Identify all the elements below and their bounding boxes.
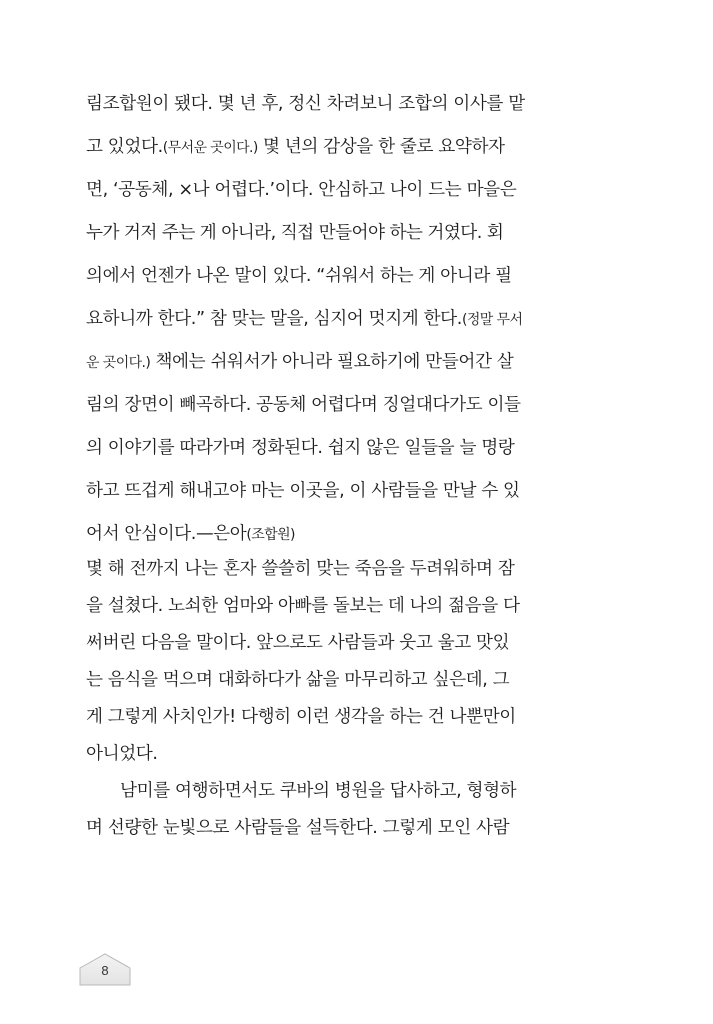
text-line: 하고 뜨겁게 해내고야 마는 이곳을, 이 사람들을 만날 수 있: [86, 481, 520, 501]
aside-note: (정말 무서: [461, 312, 523, 328]
text-line: 요하니까 한다.” 참 맞는 말을, 심지어 멋지게 한다.(정말 무서: [86, 309, 523, 329]
aside-note: 운 곳이다.): [86, 355, 151, 371]
text-line: 고 있었다.(무서운 곳이다.) 몇 년의 감상을 한 줄로 요약하자: [86, 137, 505, 157]
text-line: 며 선량한 눈빛으로 사람들을 설득한다. 그렇게 모인 사람: [86, 818, 510, 838]
page-number-badge: [79, 952, 131, 986]
text-line: 몇 해 전까지 나는 혼자 쓸쓸히 맞는 죽음을 두려워하며 잠: [86, 559, 515, 579]
text-line: 림의 장면이 빼곡하다. 공동체 어렵다며 징얼대다가도 이들: [86, 395, 521, 415]
text-line: 써버린 다음을 말이다. 앞으로도 사람들과 웃고 울고 맛있: [86, 633, 510, 653]
text-line: 어서 안심이다.—은아(조합원): [86, 524, 295, 544]
text-line: 는 음식을 먹으며 대화하다가 삶을 마무리하고 싶은데, 그: [86, 670, 510, 690]
text-line: 림조합원이 됐다. 몇 년 후, 정신 차려보니 조합의 이사를 맡: [86, 94, 525, 114]
text-line: 운 곳이다.) 책에는 쉬워서가 아니라 필요하기에 만들어간 살: [86, 352, 514, 372]
text-line: 아니었다.: [86, 744, 158, 764]
text-line: 의에서 언젠가 나온 말이 있다. “쉬워서 하는 게 아니라 필: [86, 266, 512, 286]
text-line: 남미를 여행하면서도 쿠바의 병원을 답사하고, 형형하: [120, 781, 517, 801]
text-line: 의 이야기를 따라가며 정화된다. 쉽지 않은 일들을 늘 명랑: [86, 438, 515, 458]
aside-note: (무서운 곳이다.): [162, 140, 258, 156]
text-line: 누가 거저 주는 게 아니라, 직접 만들어야 하는 거였다. 회: [86, 223, 504, 243]
text-line: 을 설쳤다. 노쇠한 엄마와 아빠를 돌보는 데 나의 젊음을 다: [86, 596, 520, 616]
page-number: 8: [101, 963, 109, 978]
aside-note: (조합원): [246, 527, 295, 543]
text-line: 면, ‘공동체, ×나 어렵다.’이다. 안심하고 나이 드는 마을은: [86, 180, 517, 200]
text-line: 게 그렇게 사치인가! 다행히 이런 생각을 하는 건 나뿐만이: [86, 707, 516, 727]
